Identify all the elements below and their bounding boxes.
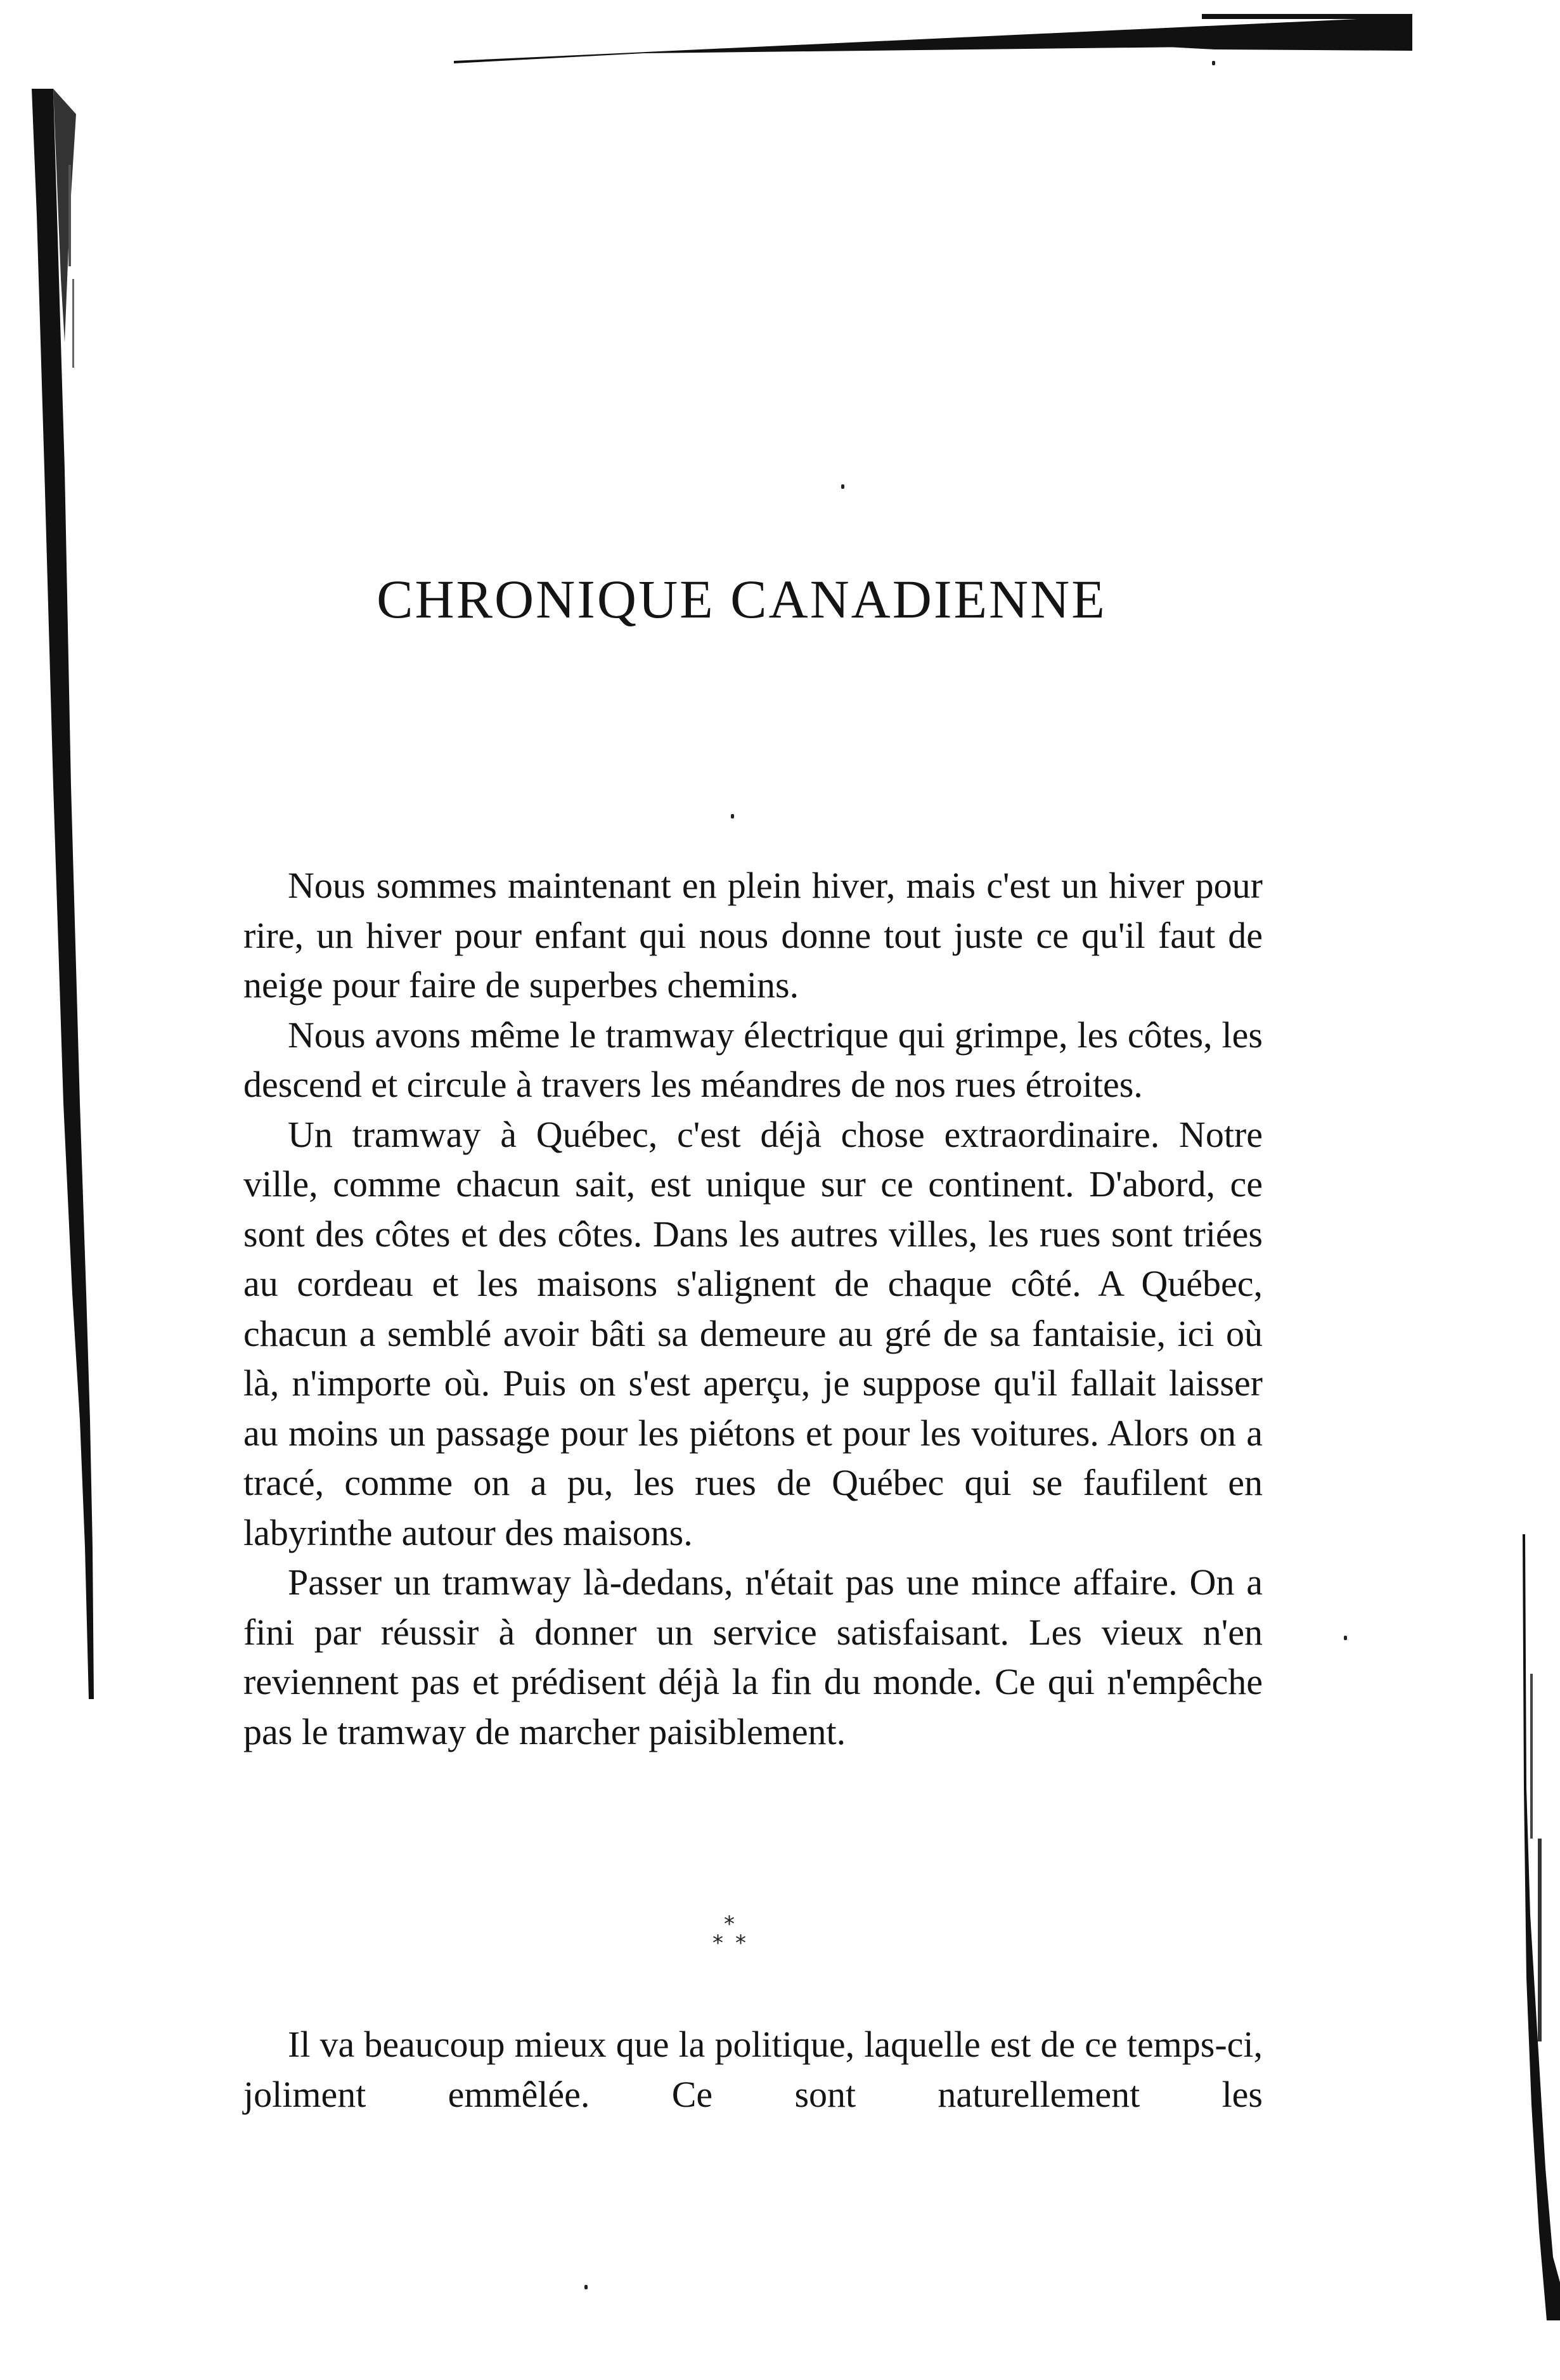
asterisk-right: * bbox=[735, 1931, 746, 1956]
asterisk-top: * bbox=[724, 1911, 735, 1937]
paragraph: Nous sommes maintenant en plein hiver, mais c'est un hiver pour rire, un hiver pour enfant qui nous donne tout juste ce qu'il faut de neige pour faire de superbes chemins. bbox=[243, 865, 1263, 1006]
body-text bbox=[243, 861, 1263, 1757]
scan-speck bbox=[1344, 1636, 1347, 1640]
top-border-rule bbox=[454, 14, 1412, 66]
right-page-edge bbox=[1509, 1534, 1560, 2320]
scan-speck bbox=[1212, 61, 1215, 65]
scan-speck bbox=[841, 484, 844, 489]
left-binding-edge bbox=[32, 89, 120, 1699]
continuation-text bbox=[243, 2020, 1263, 2119]
section-break-asterism bbox=[710, 1913, 786, 1970]
paragraph: Passer un tramway là-dedans, n'était pas une mince affaire. On a fini par réussir à donner un service satisfaisant. Les vieux n'en reviennent pas et prédisent déjà la fin du monde. Ce qui n'empêche pas le tramway de marcher paisiblement. bbox=[243, 1562, 1263, 1752]
scan-speck bbox=[731, 814, 734, 818]
asterisk-left: * bbox=[712, 1931, 723, 1956]
paragraph: Il va beaucoup mieux que la politique, laquelle est de ce temps-ci, joliment emmêlée. Ce sont naturellement les bbox=[243, 2024, 1263, 2115]
paragraph: Un tramway à Québec, c'est déjà chose extraordinaire. Notre ville, comme chacun sait, est unique sur ce continent. D'abord, ce sont des côtes et des côtes. Dans les autres villes, les rues sont triées au cordeau et les maisons s'alignent de chaque côté. A Québec, chacun a semblé avoir bâti sa demeure au gré de sa fantaisie, ici où là, n'importe où. Puis on s'est aperçu, je suppose qu'il fallait laisser au moins un passage pour les piétons et pour les voitures. Alors on a tracé, comme on a pu, les rues de Québec qui se faufilent en labyrinthe autour des maisons. bbox=[243, 1113, 1263, 1553]
chapter-title: CHRONIQUE CANADIENNE bbox=[377, 569, 1107, 630]
paragraph: Nous avons même le tramway électrique qui grimpe, les côtes, les descend et circule à travers les méandres de nos rues étroites. bbox=[243, 1014, 1263, 1105]
scan-speck bbox=[584, 2285, 588, 2289]
